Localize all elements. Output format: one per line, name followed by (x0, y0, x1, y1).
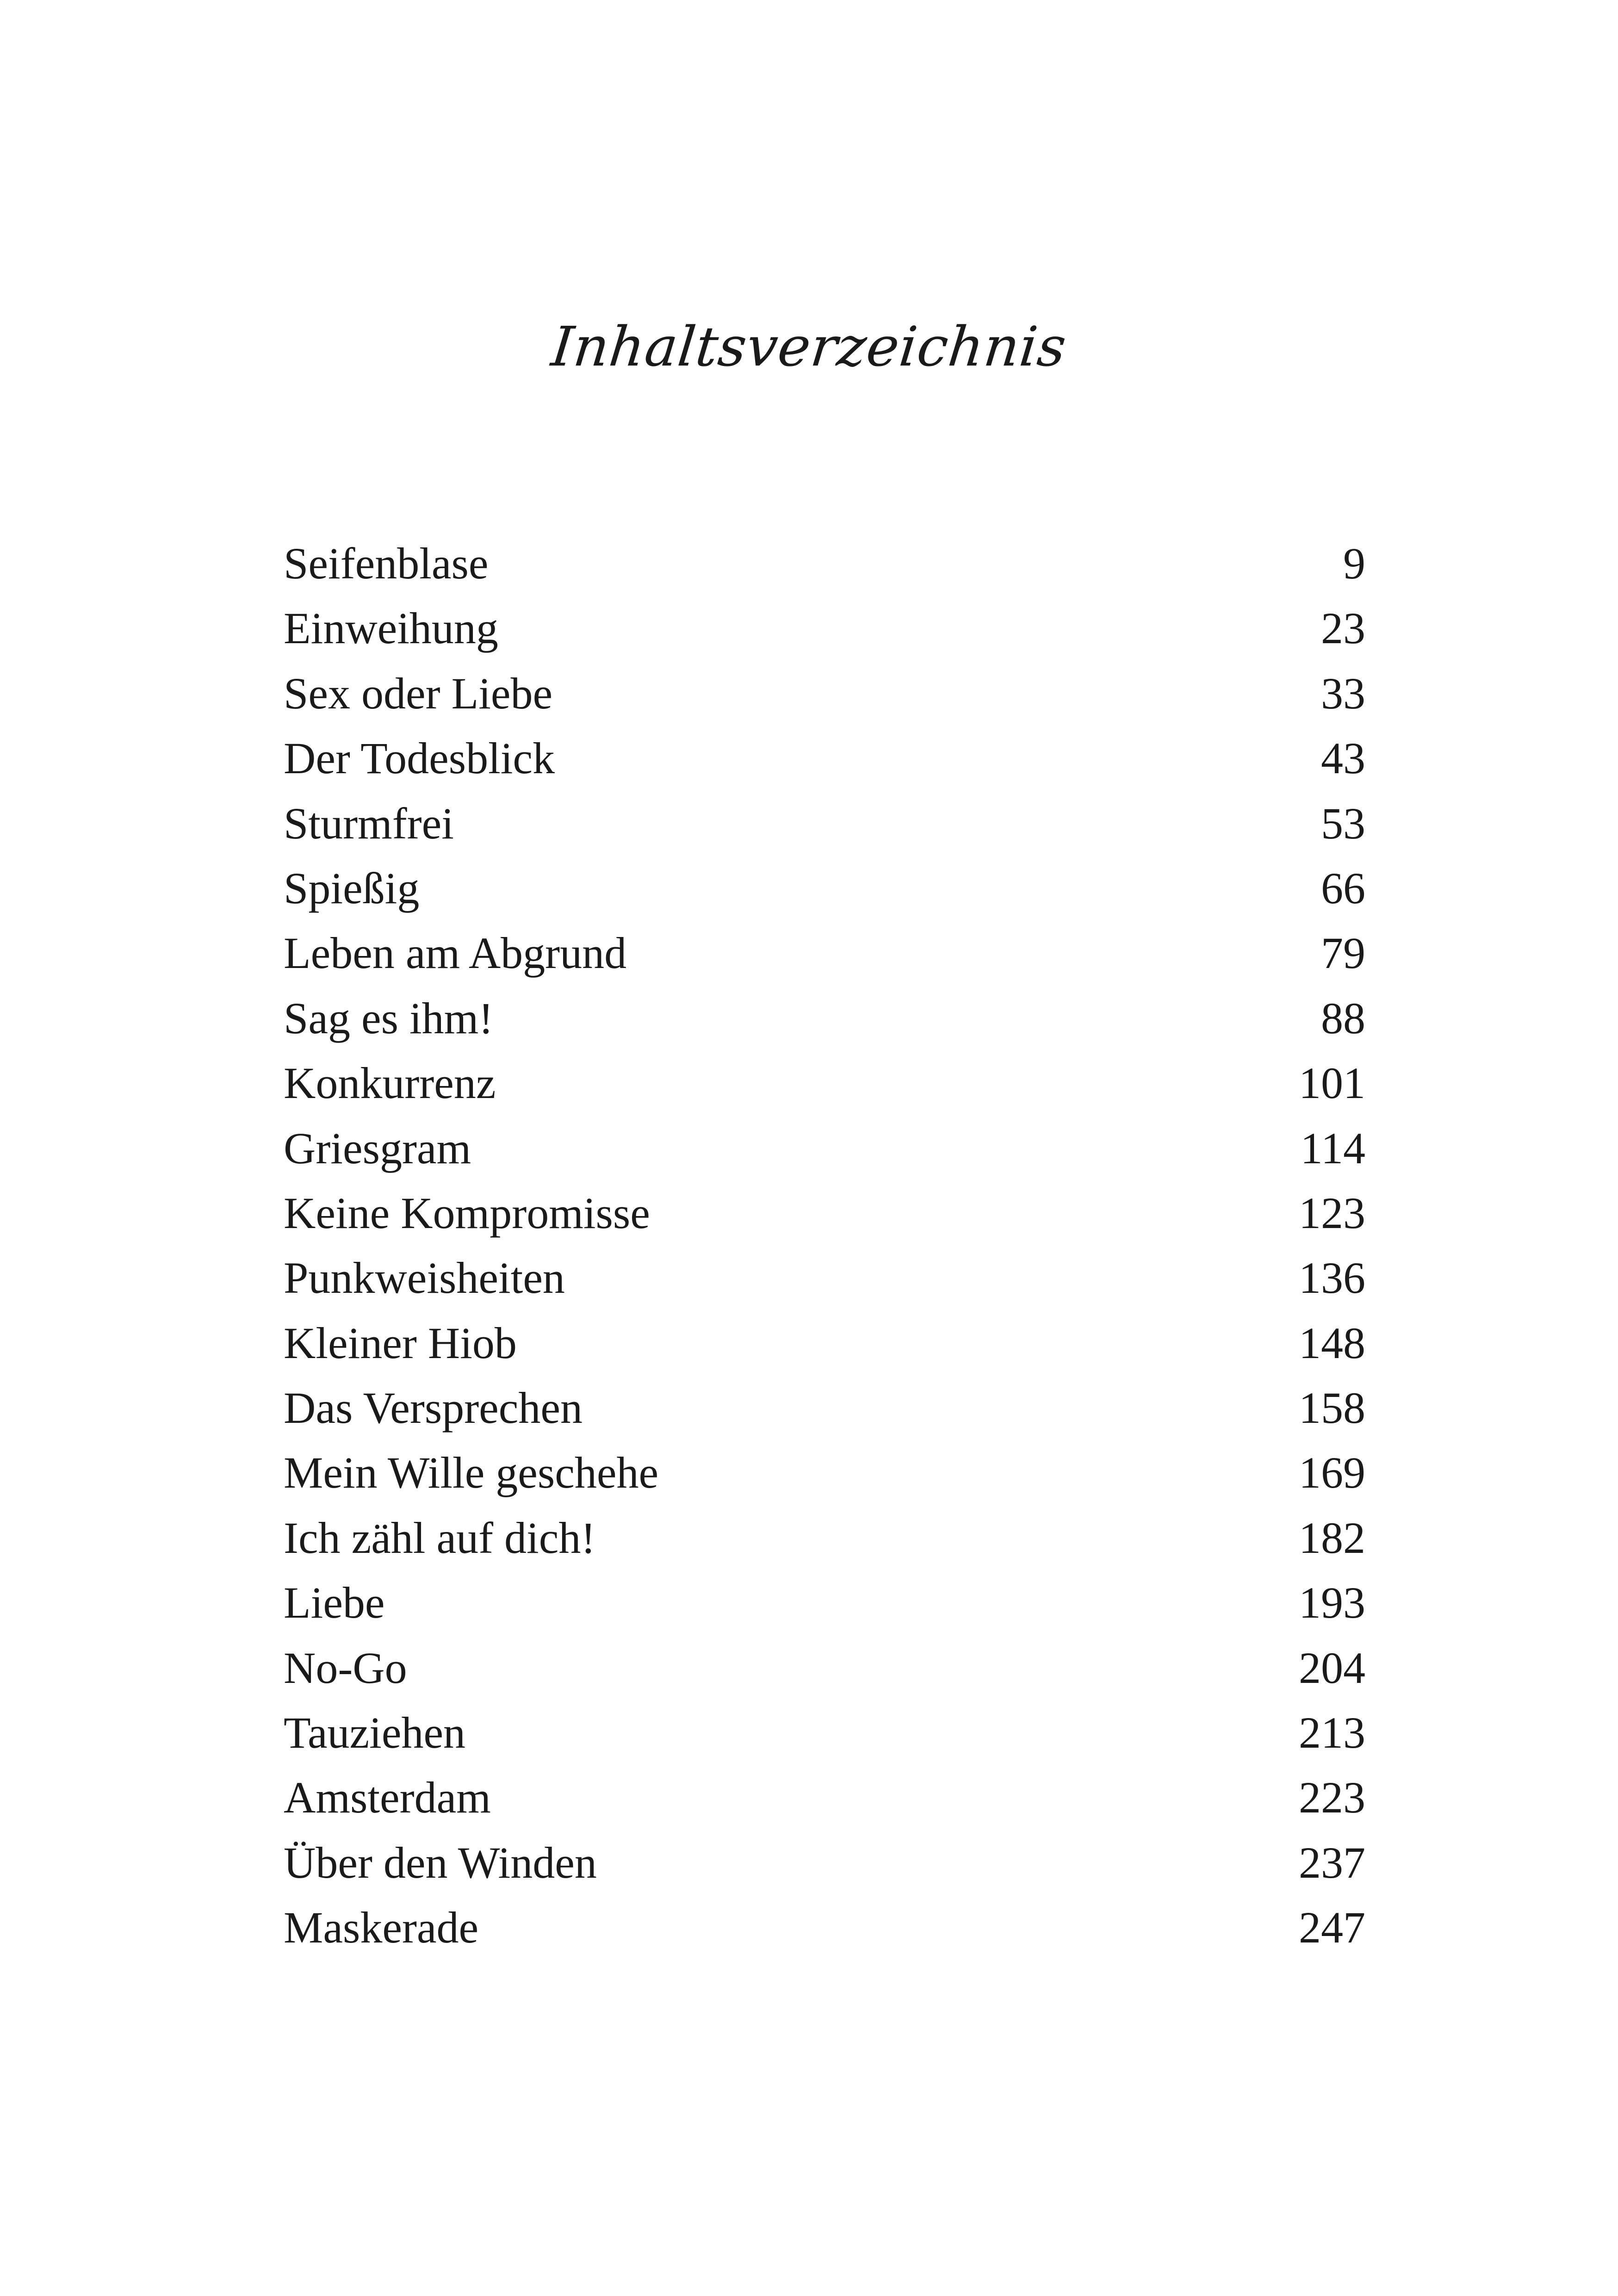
toc-entry-page-number: 23 (1321, 603, 1365, 653)
toc-entry-page-number: 136 (1299, 1253, 1365, 1303)
toc-entry (284, 1246, 1365, 1310)
toc-entry-page-number: 223 (1299, 1773, 1365, 1823)
toc-entry-title: Maskerade (284, 1903, 479, 1953)
toc-entry-title: Tauziehen (284, 1708, 466, 1758)
toc-entry-title: Punkweisheiten (284, 1253, 565, 1303)
toc-entry-page-number: 193 (1299, 1578, 1365, 1628)
toc-entry-page-number: 213 (1299, 1708, 1365, 1758)
toc-entry (284, 531, 1365, 596)
toc-entry-page-number: 9 (1343, 539, 1365, 588)
toc-entry (284, 1831, 1365, 1895)
toc-entry-title: Sag es ihm! (284, 993, 494, 1043)
toc-entry-title: Sturmfrei (284, 798, 454, 848)
toc-entry-title: Einweihung (284, 603, 498, 653)
toc-entry-title: Liebe (284, 1578, 385, 1628)
toc-entry (284, 596, 1365, 661)
toc-entry-title: Der Todesblick (284, 733, 555, 783)
toc-entry-title: Amsterdam (284, 1773, 491, 1823)
toc-entry (284, 856, 1365, 921)
toc-entry-title: Mein Wille geschehe (284, 1448, 659, 1498)
toc-entry-title: Sex oder Liebe (284, 668, 553, 718)
toc-entry (284, 1440, 1365, 1505)
toc-entry (284, 1376, 1365, 1440)
toc-entry-title: Konkurrenz (284, 1058, 496, 1108)
toc-entry-page-number: 123 (1299, 1188, 1365, 1238)
table-of-contents (284, 531, 1365, 1961)
toc-entry-page-number: 204 (1299, 1643, 1365, 1693)
toc-entry-page-number: 148 (1299, 1318, 1365, 1368)
toc-entry-title: Kleiner Hiob (284, 1318, 517, 1368)
toc-entry-page-number: 169 (1299, 1448, 1365, 1498)
toc-entry-page-number: 66 (1321, 863, 1365, 913)
toc-entry-page-number: 114 (1300, 1123, 1365, 1173)
toc-entry-title: Griesgram (284, 1123, 471, 1173)
toc-entry (284, 1116, 1365, 1181)
toc-entry-title: Seifenblase (284, 539, 489, 588)
toc-entry (284, 1181, 1365, 1246)
toc-entry (284, 1311, 1365, 1376)
toc-entry-title: Über den Winden (284, 1837, 597, 1887)
toc-entry-page-number: 43 (1321, 733, 1365, 783)
toc-entry (284, 1570, 1365, 1635)
toc-entry (284, 1700, 1365, 1765)
toc-entry-page-number: 33 (1321, 668, 1365, 718)
toc-entry (284, 1636, 1365, 1700)
page-title: Inhaltsverzeichnis (548, 315, 1070, 379)
toc-entry-page-number: 182 (1299, 1513, 1365, 1563)
toc-entry-page-number: 237 (1299, 1837, 1365, 1887)
toc-entry (284, 1895, 1365, 1960)
toc-entry-title: Spießig (284, 863, 420, 913)
toc-entry-page-number: 101 (1299, 1058, 1365, 1108)
toc-entry (284, 791, 1365, 856)
toc-entry-title: Leben am Abgrund (284, 928, 627, 978)
toc-entry (284, 921, 1365, 986)
toc-entry (284, 1051, 1365, 1116)
toc-entry (284, 726, 1365, 791)
toc-entry-title: No-Go (284, 1643, 407, 1693)
toc-entry (284, 1765, 1365, 1830)
toc-entry-page-number: 158 (1299, 1383, 1365, 1433)
toc-entry (284, 986, 1365, 1051)
toc-entry (284, 661, 1365, 726)
toc-entry-page-number: 88 (1321, 993, 1365, 1043)
toc-entry-title: Keine Kompromisse (284, 1188, 650, 1238)
toc-entry-page-number: 53 (1321, 798, 1365, 848)
toc-entry-page-number: 79 (1321, 928, 1365, 978)
toc-entry-title: Ich zähl auf dich! (284, 1513, 596, 1563)
toc-entry-page-number: 247 (1299, 1903, 1365, 1953)
toc-entry (284, 1506, 1365, 1570)
toc-entry-title: Das Versprechen (284, 1383, 583, 1433)
